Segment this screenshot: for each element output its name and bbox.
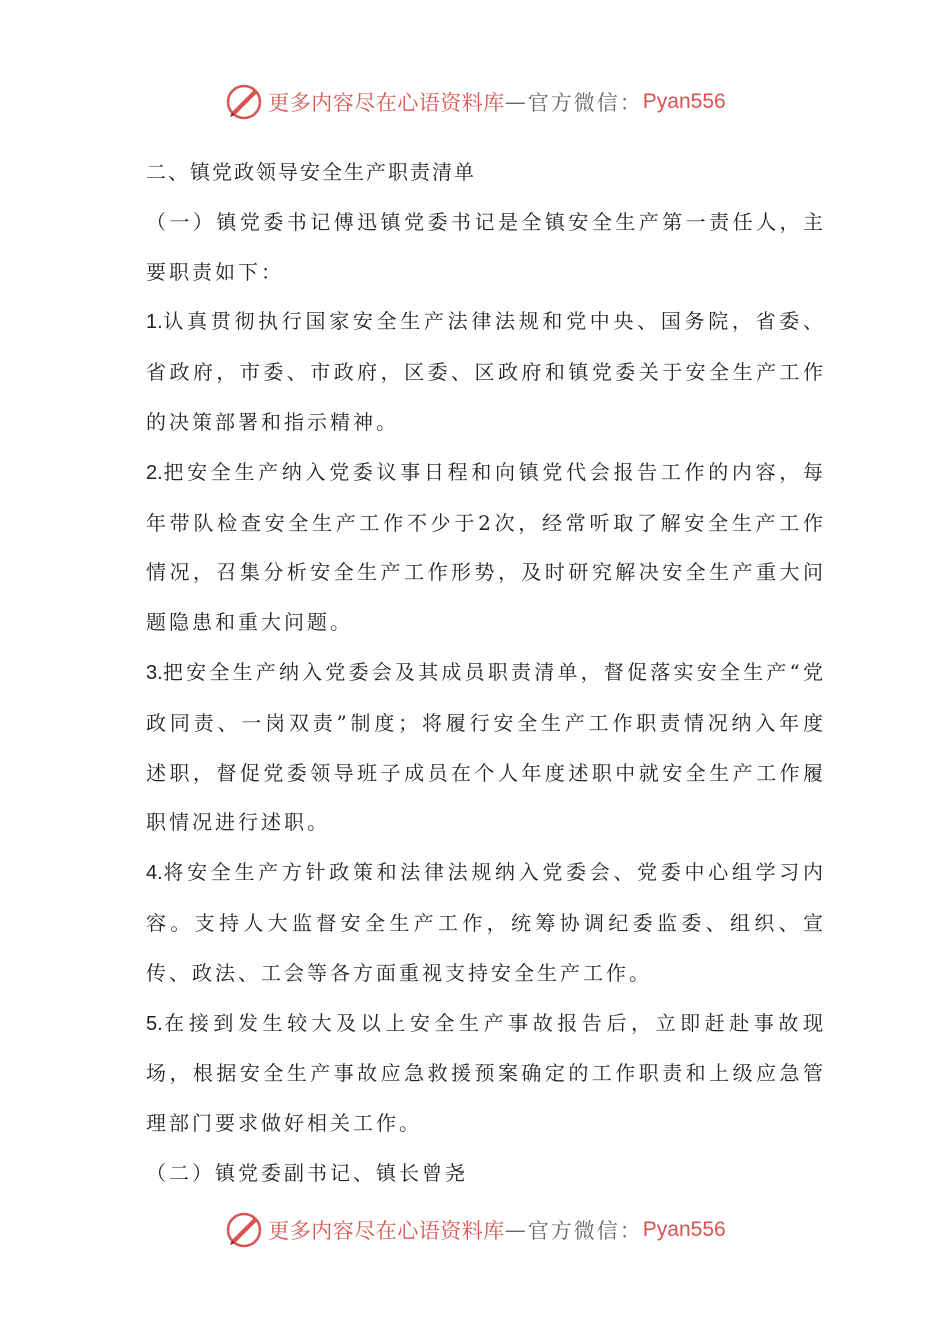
item-text: 把安全生产纳入党委议事日程和向镇党代会报告工作的内容，每年带队检查安全生产工作不少于2次，经常听取了解安全生产工作情况，召集分析安全生产工作形势，及时研究解决安全生产重大问题隐患和重大问题。 xyxy=(146,459,826,635)
pen-logo-icon xyxy=(224,1210,264,1250)
duty-item-1 xyxy=(146,297,826,447)
watermark-banner-bottom xyxy=(0,1208,950,1252)
item-number: 2. xyxy=(146,461,163,484)
watermark-id: Pyan556 xyxy=(642,1218,726,1241)
item-number: 3. xyxy=(146,661,163,684)
duty-item-4 xyxy=(146,848,826,998)
item-text: 在接到发生较大及以上安全生产事故报告后，立即赶赴事故现场，根据安全生产事故应急救援预案确定的工作职责和上级应急管理部门要求做好相关工作。 xyxy=(146,1010,826,1136)
pen-logo-icon xyxy=(224,82,264,122)
watermark-official: 官方微信： xyxy=(527,91,643,115)
watermark-main: 更多内容尽在心语资料库 xyxy=(268,91,505,115)
watermark-dash: — xyxy=(504,1218,528,1242)
item-number: 1. xyxy=(146,311,163,334)
section1-title: （一）镇党委书记傅迅镇党委书记是全镇安全生产第一责任人，主要职责如下： xyxy=(146,209,826,284)
duty-item-2 xyxy=(146,448,826,648)
document-body xyxy=(146,148,826,1199)
watermark-dash: — xyxy=(504,90,528,114)
item-text: 将安全生产方针政策和法律法规纳入党委会、党委中心组学习内容。支持人大监督安全生产工作，统筹协调纪委监委、组织、宣传、政法、工会等各方面重视支持安全生产工作。 xyxy=(146,860,826,985)
watermark-official: 官方微信： xyxy=(527,1219,643,1243)
watermark-banner-top xyxy=(0,80,950,124)
duty-item-5 xyxy=(146,999,826,1149)
duty-item-3 xyxy=(146,648,826,848)
item-text: 把安全生产纳入党委会及其成员职责清单，督促落实安全生产“党政同责、一岗双责”制度；将履行安全生产工作职责情况纳入年度述职，督促党委领导班子成员在个人年度述职中就安全生产工作履职情况进行述职。 xyxy=(146,659,826,835)
item-text: 认真贯彻执行国家安全生产法律法规和党中央、国务院，省委、省政府，市委、市政府，区委、区政府和镇党委关于安全生产工作的决策部署和指示精神。 xyxy=(146,309,826,434)
watermark-id: Pyan556 xyxy=(642,90,726,113)
item-number: 5. xyxy=(146,1012,163,1035)
section-heading: 二、镇党政领导安全生产职责清单 xyxy=(146,160,476,184)
item-number: 4. xyxy=(146,862,163,885)
section2-title: （二）镇党委副书记、镇长曾尧 xyxy=(146,1160,468,1185)
watermark-main: 更多内容尽在心语资料库 xyxy=(268,1219,505,1243)
